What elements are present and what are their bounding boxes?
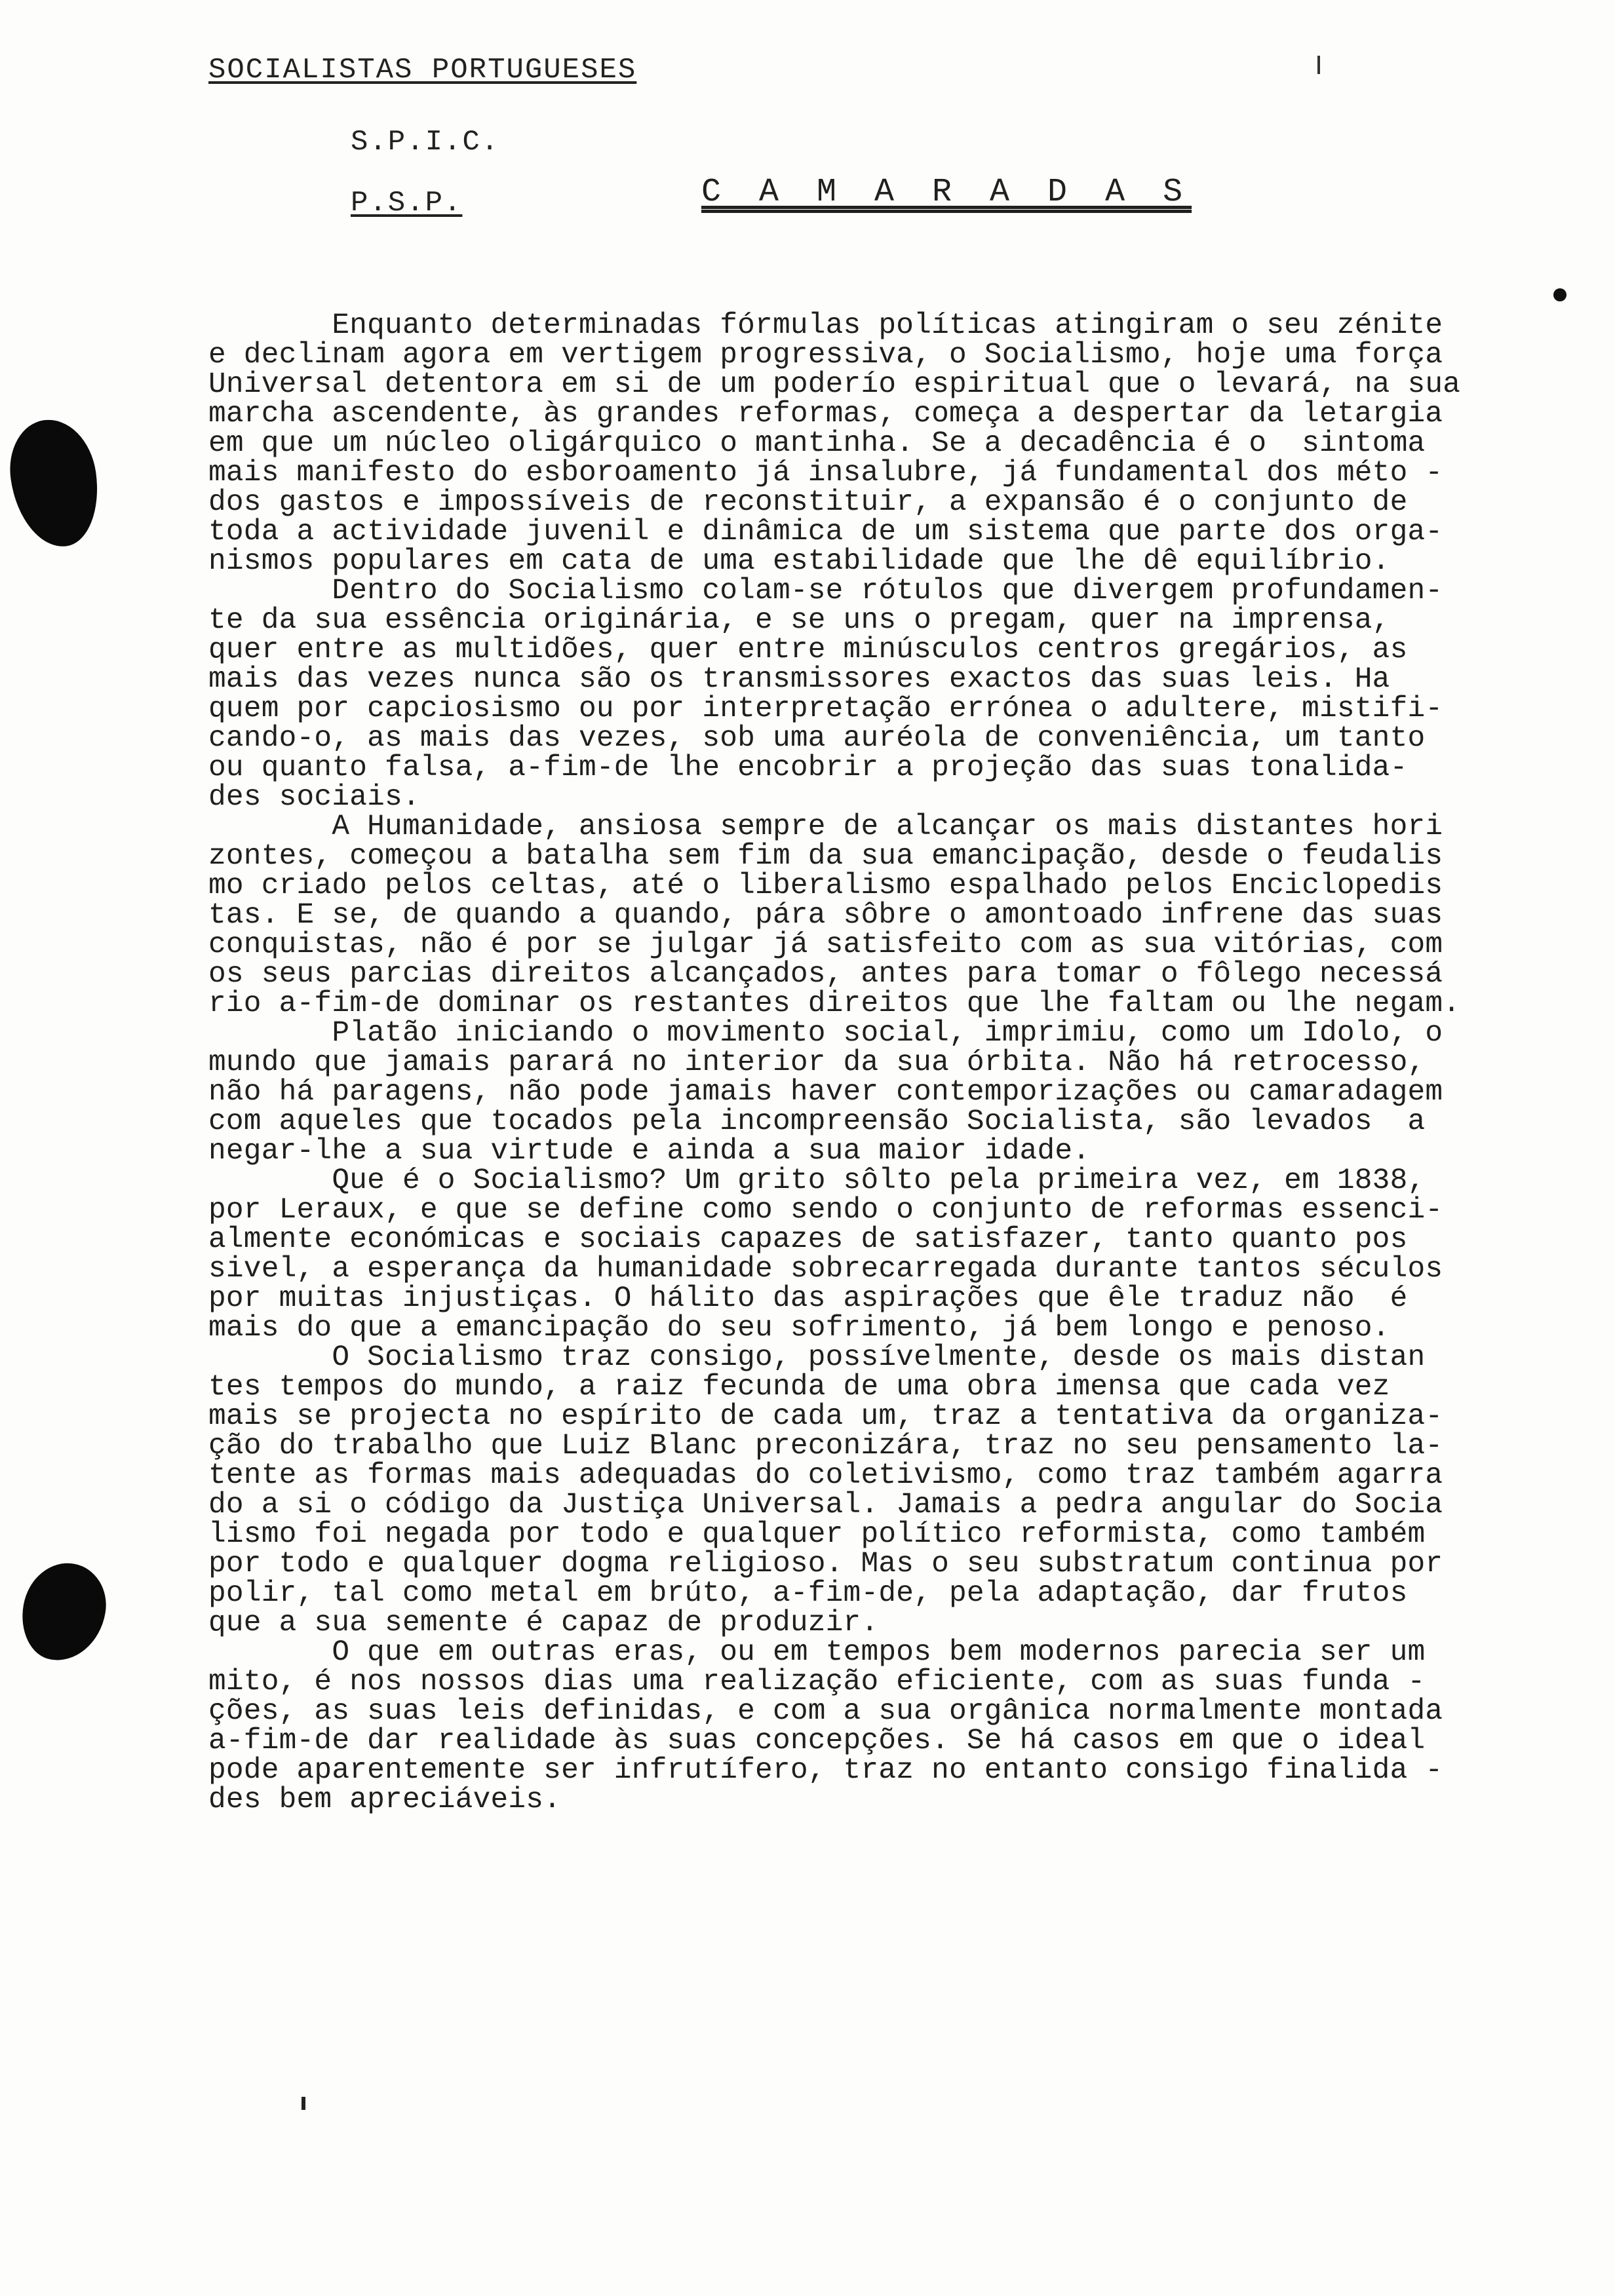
ink-dot [1553, 288, 1566, 301]
ink-mark-bottom [302, 2097, 305, 2110]
body-line: quer entre as multidões, quer entre minúsculos centros gregários, as [208, 634, 1408, 666]
ink-blot-upper [3, 414, 106, 552]
body-line: A Humanidade, ansiosa sempre de alcançar os mais distantes hori [208, 811, 1443, 843]
ink-blot-lower [15, 1556, 113, 1667]
body-line: O que em outras eras, ou em tempos bem modernos parecia ser um [208, 1636, 1426, 1669]
body-line: do a si o código da Justiça Universal. Jamais a pedra angular do Socia [208, 1489, 1443, 1521]
body-line: cando-o, as mais das vezes, sob uma auréola de conveniência, um tanto [208, 722, 1426, 755]
body-line: marcha ascendente, às grandes reformas, começa a despertar da letargia [208, 398, 1443, 430]
body-line: ções, as suas leis definidas, e com a sua orgânica normalmente montada [208, 1695, 1443, 1728]
body-line: mais do que a emancipação do seu sofrimento, já bem longo e penoso. [208, 1312, 1390, 1345]
document-title: C A M A R A D A S [701, 174, 1192, 211]
body-line: em que um núcleo oligárquico o mantinha. Se a decadência é o sintoma [208, 427, 1426, 460]
body-line: os seus parcias direitos alcançados, antes para tomar o fôlego necessá [208, 958, 1443, 991]
ink-mark [1317, 56, 1320, 74]
body-line: por muitas injustiças. O hálito das aspirações que êle traduz não é [208, 1282, 1408, 1315]
body-line: Platão iniciando o movimento social, imprimiu, como um Idolo, o [208, 1017, 1443, 1050]
body-line: mais das vezes nunca são os transmissores exactos das suas leis. Ha [208, 663, 1390, 696]
body-line: tas. E se, de quando a quando, pára sôbre o amontoado infrene das suas [208, 899, 1443, 932]
body-line: mundo que jamais parará no interior da sua órbita. Não há retrocesso, [208, 1046, 1426, 1079]
body-line: sivel, a esperança da humanidade sobrecarregada durante tantos séculos [208, 1253, 1443, 1286]
body-line: ou quanto falsa, a-fim-de lhe encobrir a projeção das suas tonalida- [208, 752, 1408, 784]
body-line: polir, tal como metal em brúto, a-fim-de, pela adaptação, dar frutos [208, 1577, 1408, 1610]
body-line: pode aparentemente ser infrutífero, traz no entanto consigo finalida - [208, 1754, 1443, 1787]
body-line: rio a-fim-de dominar os restantes direitos que lhe faltam ou lhe negam. [208, 987, 1461, 1020]
body-line: tes tempos do mundo, a raiz fecunda de uma obra imensa que cada vez [208, 1371, 1390, 1404]
body-line: com aqueles que tocados pela incompreensão Socialista, são levados a [208, 1105, 1426, 1138]
body-line: des sociais. [208, 781, 420, 814]
body-line: ção do trabalho que Luiz Blanc preconizára, traz no seu pensamento la- [208, 1430, 1443, 1463]
body-line: te da sua essência originária, e se uns o pregam, quer na imprensa, [208, 604, 1390, 637]
body-line: não há paragens, não pode jamais haver contemporizações ou camaradagem [208, 1076, 1443, 1109]
body-line: Universal detentora em si de um poderío espiritual que o levará, na sua [208, 368, 1461, 401]
body-line: Dentro do Socialismo colam-se rótulos que divergem profundamen- [208, 575, 1443, 607]
body-line: des bem apreciáveis. [208, 1784, 562, 1816]
body-line: por todo e qualquer dogma religioso. Mas o seu substratum continua por [208, 1548, 1443, 1580]
psp-label: P.S.P. [351, 187, 463, 220]
body-line: Enquanto determinadas fórmulas políticas atingiram o seu zénite [208, 309, 1443, 342]
body-line: quem por capciosismo ou por interpretação errónea o adultere, mistifi- [208, 693, 1443, 725]
body-line: dos gastos e impossíveis de reconstituir, a expansão é o conjunto de [208, 486, 1408, 519]
body-line: conquistas, não é por se julgar já satisfeito com as sua vitórias, com [208, 928, 1443, 961]
body-line: mo criado pelos celtas, até o liberalismo espalhado pelos Enciclopedis [208, 870, 1443, 902]
body-line: tente as formas mais adequadas do coletivismo, como traz também agarra [208, 1459, 1443, 1492]
body-line: toda a actividade juvenil e dinâmica de um sistema que parte dos orga- [208, 516, 1443, 548]
body-line: negar-lhe a sua virtude e ainda a sua maior idade. [208, 1135, 1091, 1168]
body-line: que a sua semente é capaz de produzir. [208, 1607, 879, 1639]
body-line: zontes, começou a batalha sem fim da sua emancipação, desde o feudalis [208, 840, 1443, 873]
body-line: mito, é nos nossos dias uma realização eficiente, com as suas funda - [208, 1666, 1426, 1698]
body-line: nismos populares em cata de uma estabilidade que lhe dê equilíbrio. [208, 545, 1390, 578]
body-line: a-fim-de dar realidade às suas concepções. Se há casos em que o ideal [208, 1725, 1426, 1757]
body-line: O Socialismo traz consigo, possívelmente, desde os mais distan [208, 1341, 1426, 1374]
body-line: almente económicas e sociais capazes de satisfazer, tanto quanto pos [208, 1223, 1408, 1256]
body-line: Que é o Socialismo? Um grito sôlto pela primeira vez, em 1838, [208, 1164, 1426, 1197]
body-line: e declinam agora em vertigem progressiva, o Socialismo, hoje uma força [208, 339, 1443, 372]
body-text [208, 311, 1591, 1815]
body-line: por Leraux, e que se define como sendo o conjunto de reformas essenci- [208, 1194, 1443, 1227]
body-line: mais manifesto do esboroamento já insalubre, já fundamental dos méto - [208, 457, 1443, 489]
body-line: lismo foi negada por todo e qualquer político reformista, como também [208, 1518, 1426, 1551]
organization-header: SOCIALISTAS PORTUGUESES [208, 54, 637, 86]
spic-label: S.P.I.C. [351, 126, 500, 159]
body-line: mais se projecta no espírito de cada um, traz a tentativa da organiza- [208, 1400, 1443, 1433]
